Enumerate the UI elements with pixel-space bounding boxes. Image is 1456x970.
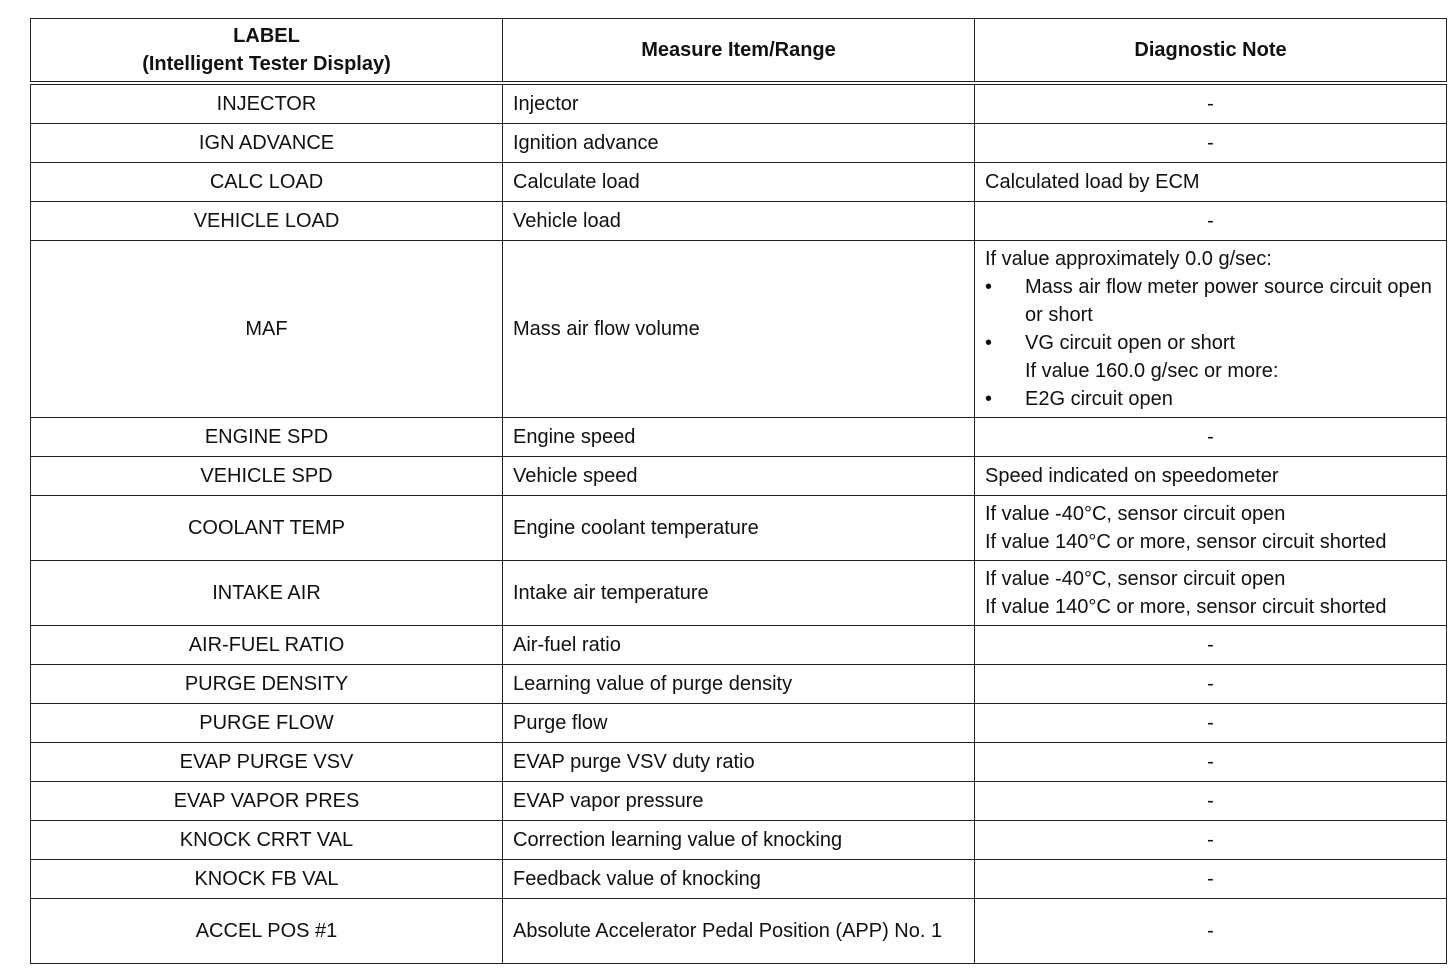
row-measure-item: Vehicle load — [503, 202, 975, 241]
note-line: If value -40°C, sensor circuit open — [985, 568, 1286, 590]
row-label: AIR-FUEL RATIO — [31, 626, 503, 665]
row-diagnostic-note: - — [975, 821, 1447, 860]
row-measure-item: Engine speed — [503, 418, 975, 457]
row-label: VEHICLE SPD — [31, 457, 503, 496]
row-diagnostic-note: - — [975, 626, 1447, 665]
row-label: IGN ADVANCE — [31, 124, 503, 163]
row-diagnostic-note: - — [975, 418, 1447, 457]
table-row — [31, 665, 1447, 704]
table-row — [31, 457, 1447, 496]
row-label: COOLANT TEMP — [31, 496, 503, 561]
row-label: ACCEL POS #1 — [31, 899, 503, 964]
row-diagnostic-note: - — [975, 860, 1447, 899]
table-row — [31, 241, 1447, 418]
row-measure-item: Calculate load — [503, 163, 975, 202]
row-measure-item: Engine coolant temperature — [503, 496, 975, 561]
table-header-row — [31, 19, 1447, 84]
row-diagnostic-note — [975, 241, 1447, 418]
row-measure-item: Vehicle speed — [503, 457, 975, 496]
row-measure-item: Feedback value of knocking — [503, 860, 975, 899]
row-diagnostic-note: Speed indicated on speedometer — [975, 457, 1447, 496]
row-diagnostic-note: - — [975, 704, 1447, 743]
row-diagnostic-note: Calculated load by ECM — [975, 163, 1447, 202]
table-row — [31, 163, 1447, 202]
header-measure-item: Measure Item/Range — [503, 19, 975, 84]
row-label: EVAP VAPOR PRES — [31, 782, 503, 821]
table-row — [31, 561, 1447, 626]
row-measure-item: Ignition advance — [503, 124, 975, 163]
table-row — [31, 202, 1447, 241]
row-measure-item: Air-fuel ratio — [503, 626, 975, 665]
row-label: INJECTOR — [31, 83, 503, 124]
row-label: INTAKE AIR — [31, 561, 503, 626]
row-label: VEHICLE LOAD — [31, 202, 503, 241]
row-diagnostic-note: - — [975, 665, 1447, 704]
row-diagnostic-note: - — [975, 202, 1447, 241]
row-diagnostic-note: - — [975, 124, 1447, 163]
row-measure-item: Correction learning value of knocking — [503, 821, 975, 860]
row-diagnostic-note: - — [975, 899, 1447, 964]
table-row — [31, 821, 1447, 860]
note-bullet: • VG circuit open or short — [985, 329, 1436, 357]
row-label: PURGE DENSITY — [31, 665, 503, 704]
row-label: KNOCK FB VAL — [31, 860, 503, 899]
note-subheading: If value 160.0 g/sec or more: — [1025, 360, 1279, 382]
data-list-table — [30, 18, 1447, 964]
row-measure-item: EVAP vapor pressure — [503, 782, 975, 821]
row-label: KNOCK CRRT VAL — [31, 821, 503, 860]
table-row — [31, 83, 1447, 124]
row-measure-item: Absolute Accelerator Pedal Position (APP) No. 1 — [503, 899, 975, 964]
table-row — [31, 899, 1447, 964]
row-measure-item: Intake air temperature — [503, 561, 975, 626]
header-label — [31, 19, 503, 84]
table-row — [31, 743, 1447, 782]
row-label: EVAP PURGE VSV — [31, 743, 503, 782]
row-label: MAF — [31, 241, 503, 418]
header-diagnostic-note: Diagnostic Note — [975, 19, 1447, 84]
note-line: If value 140°C or more, sensor circuit shorted — [985, 531, 1387, 553]
row-measure-item: Learning value of purge density — [503, 665, 975, 704]
row-diagnostic-note: - — [975, 83, 1447, 124]
row-measure-item: Injector — [503, 83, 975, 124]
table-row — [31, 496, 1447, 561]
note-bullet: • Mass air flow meter power source circuit open or short — [985, 273, 1436, 329]
table-row — [31, 782, 1447, 821]
note-line: If value -40°C, sensor circuit open — [985, 503, 1286, 525]
note-intro: If value approximately 0.0 g/sec: — [985, 248, 1272, 270]
row-measure-item: EVAP purge VSV duty ratio — [503, 743, 975, 782]
row-diagnostic-note: - — [975, 743, 1447, 782]
table-row — [31, 626, 1447, 665]
table-row — [31, 704, 1447, 743]
row-label: PURGE FLOW — [31, 704, 503, 743]
row-diagnostic-note — [975, 561, 1447, 626]
row-diagnostic-note: - — [975, 782, 1447, 821]
row-measure-item: Mass air flow volume — [503, 241, 975, 418]
row-measure-item: Purge flow — [503, 704, 975, 743]
header-label-subtitle: (Intelligent Tester Display) — [142, 53, 391, 75]
note-line: If value 140°C or more, sensor circuit shorted — [985, 596, 1387, 618]
table-row — [31, 418, 1447, 457]
note-bullet: • E2G circuit open — [985, 385, 1436, 413]
table-row — [31, 860, 1447, 899]
row-label: CALC LOAD — [31, 163, 503, 202]
header-label-title: LABEL — [233, 25, 300, 47]
table-row — [31, 124, 1447, 163]
row-label: ENGINE SPD — [31, 418, 503, 457]
row-diagnostic-note — [975, 496, 1447, 561]
